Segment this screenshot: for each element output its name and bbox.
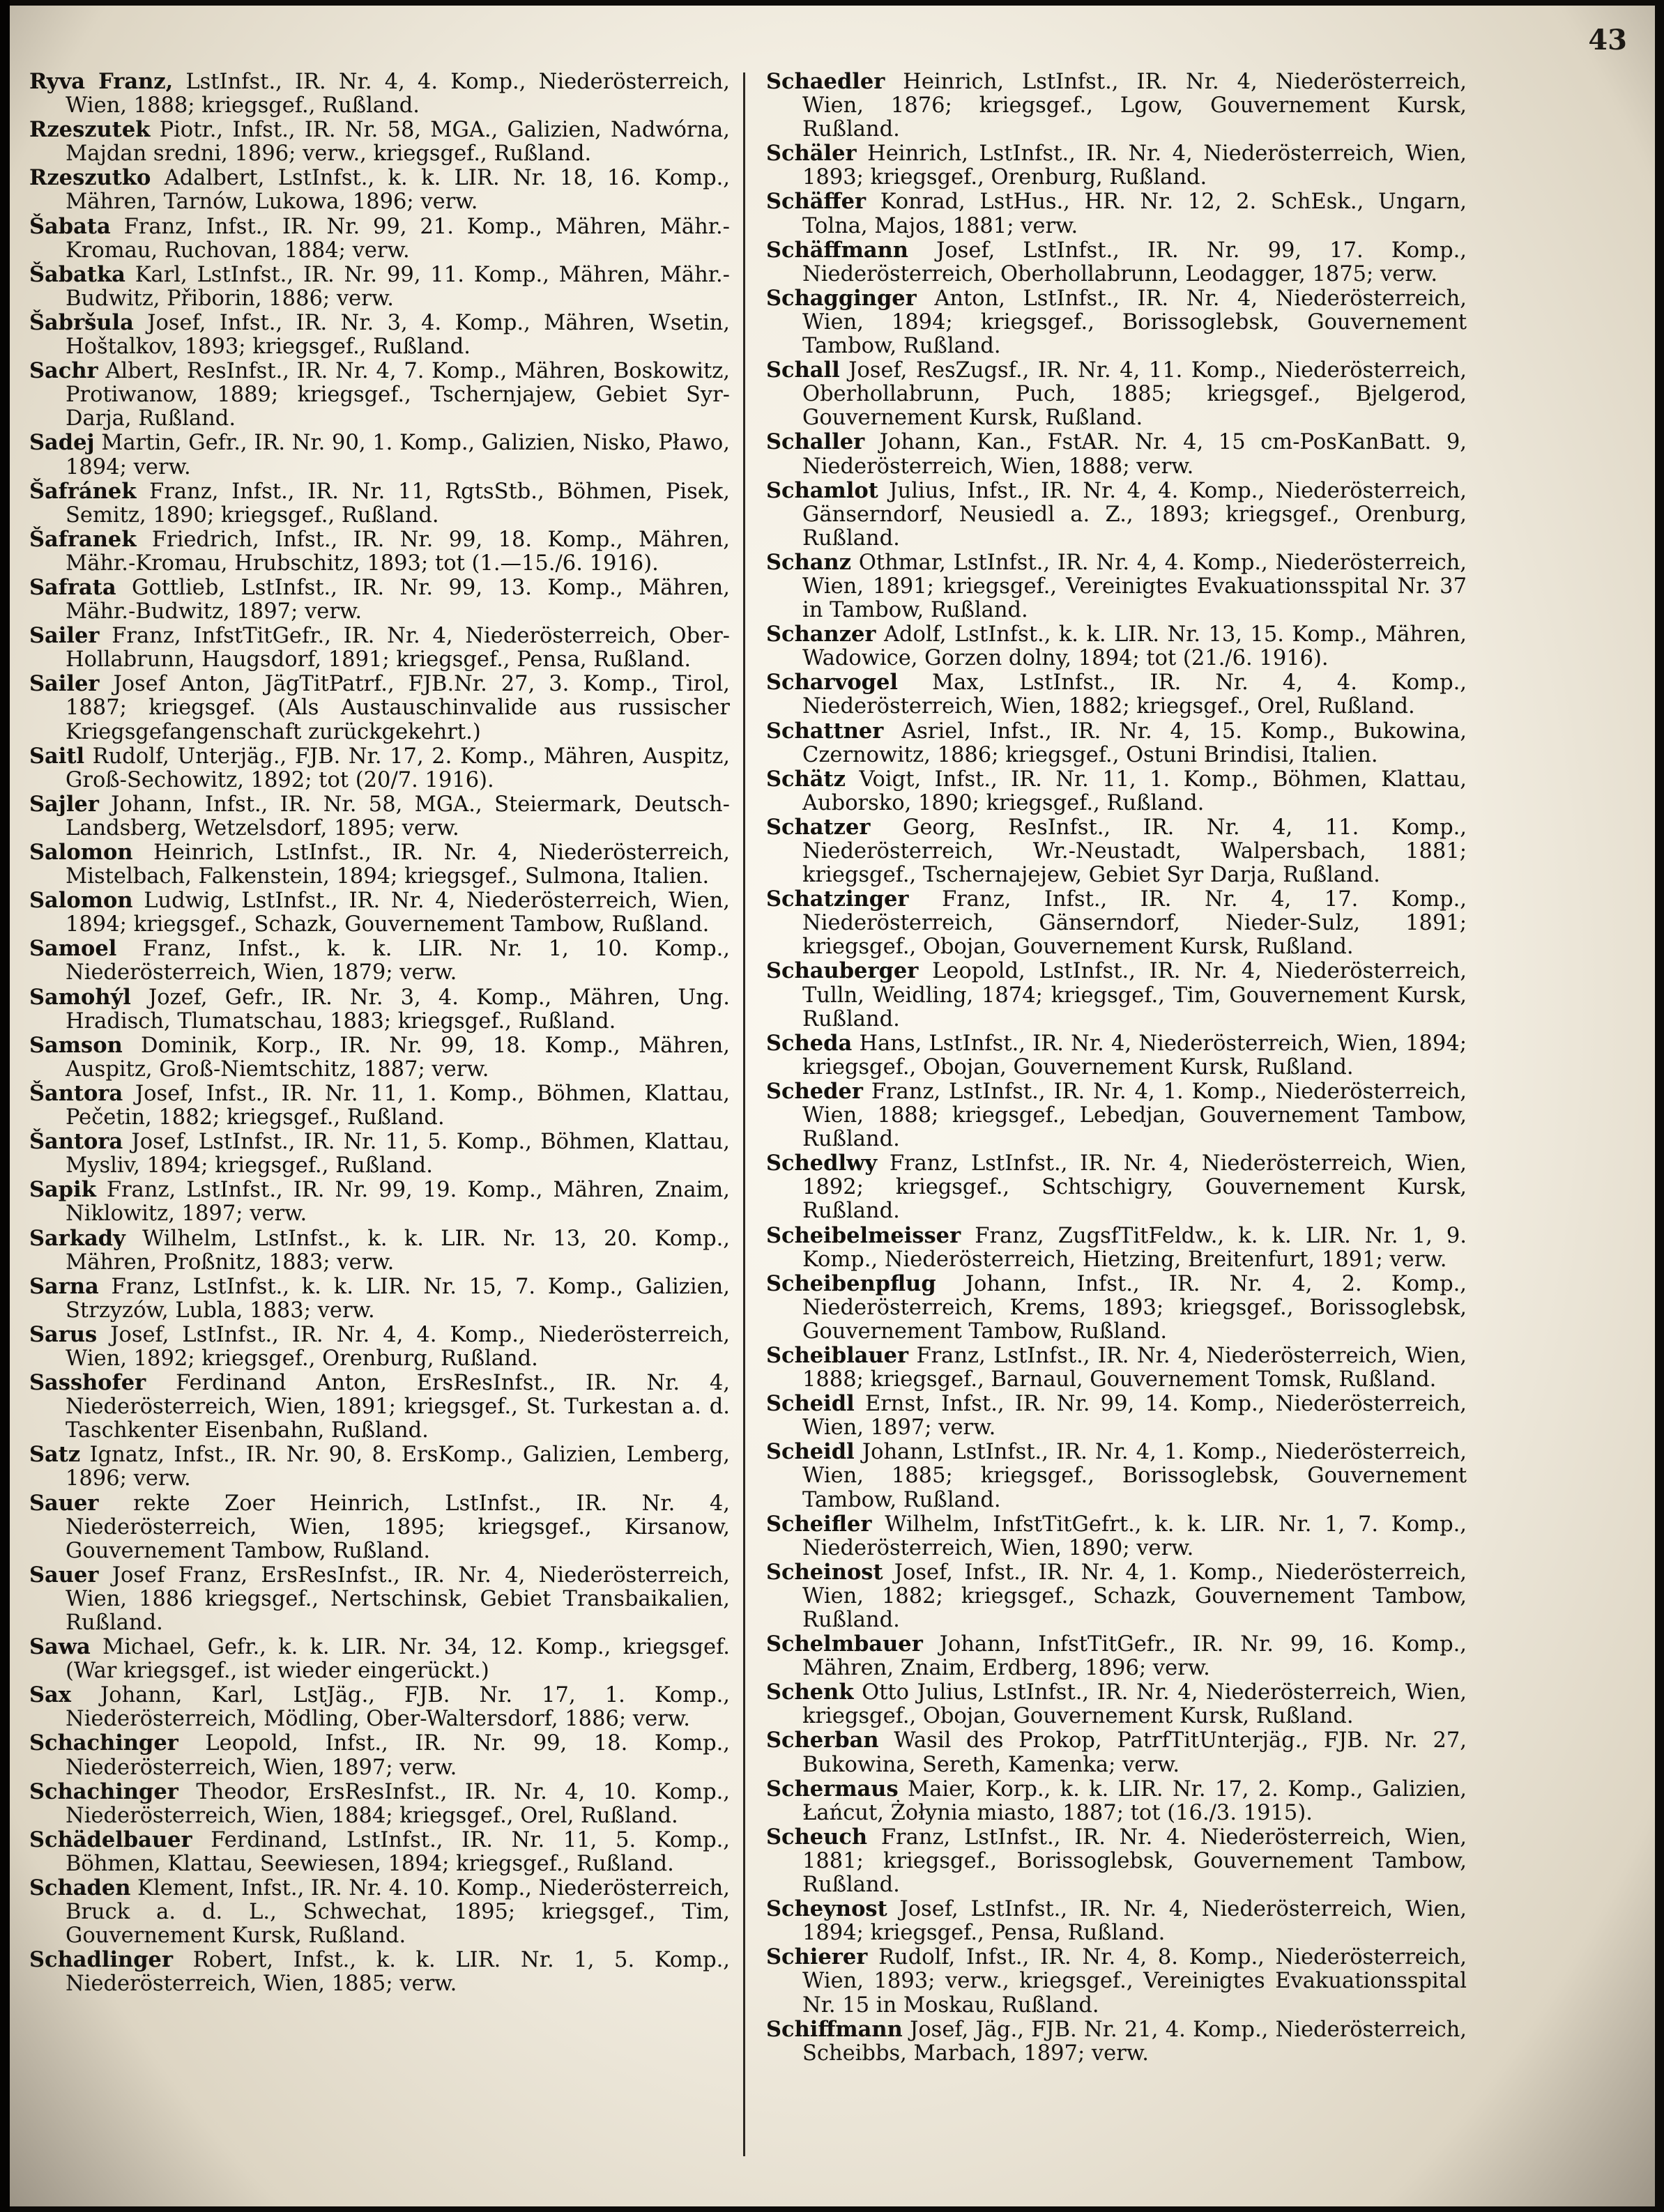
entry-details: Franz, LstInfst., IR. Nr. 4, 1. Komp., Niederösterreich, Wien, 1888; kriegsgef., Lebedjan, Gouvernement Tambow, Rußland. (802, 1079, 1467, 1152)
entry-surname: Scheynost (766, 1896, 887, 1922)
entry-details: Ferdinand, LstInfst., IR. Nr. 11, 5. Komp., Böhmen, Klattau, Seewiesen, 1894; kriegsgef., Rußland. (66, 1827, 730, 1876)
page-number: 43 (1588, 24, 1627, 56)
entry-surname: Schiffmann (766, 2016, 903, 2042)
entry-details: Heinrich, LstInfst., IR. Nr. 4, Niederösterreich, Wien, 1893; kriegsgef., Orenburg, Rußland. (802, 141, 1467, 190)
register-entry (29, 1371, 730, 1443)
entry-details: Hans, LstInfst., IR. Nr. 4, Niederösterreich, Wien, 1894; kriegsgef., Obojan, Gouvernement Kursk, Rußland. (802, 1031, 1467, 1080)
entry-details: Othmar, LstInfst., IR. Nr. 4, 4. Komp., Niederösterreich, Wien, 1891; kriegsgef., Vereinigtes Evakuationsspital Nr. 37 in Tambow, Rußland. (802, 550, 1467, 623)
entry-surname: Sachr (29, 358, 98, 384)
entry-details: Wasil des Prokop, PatrfTitUnterjäg., FJB. Nr. 27, Bukowina, Sereth, Kamenka; verw. (802, 1728, 1467, 1777)
entry-surname: Sauer (29, 1562, 99, 1588)
register-entry (766, 887, 1467, 959)
entry-surname: Rzeszutko (29, 165, 151, 191)
register-entry (29, 263, 730, 311)
right-column (766, 70, 1467, 2066)
register-entry (766, 1031, 1467, 1080)
register-entry (766, 1897, 1467, 1945)
register-entry (766, 959, 1467, 1031)
entry-details: Max, LstInfst., IR. Nr. 4, 4. Komp., Niederösterreich, Wien, 1882; kriegsgef., Orel, Rußland. (802, 670, 1467, 719)
entry-surname: Šantora (29, 1129, 123, 1155)
entry-surname: Šabršula (29, 309, 134, 335)
register-entry (29, 1780, 730, 1828)
entry-surname: Scheidl (766, 1439, 855, 1465)
entry-details: Josef Franz, ErsResInfst., IR. Nr. 4, Niederösterreich, Wien, 1886 kriegsgef., Nertschinsk, Gebiet Transbaikalien, Rußland. (66, 1562, 731, 1635)
register-entry (766, 670, 1467, 719)
entry-details: Ferdinand Anton, ErsResInfst., IR. Nr. 4, Niederösterreich, Wien, 1891; kriegsgef., St. Turkestan a. d. Taschkenter Eisenbahn, Rußland. (66, 1371, 730, 1443)
register-entry (766, 1728, 1467, 1776)
register-entry (29, 1828, 730, 1876)
entry-details: Josef, Jäg., FJB. Nr. 21, 4. Komp., Niederösterreich, Scheibbs, Marbach, 1897; verw. (802, 2017, 1467, 2066)
entry-surname: Schermaus (766, 1776, 899, 1802)
entry-surname: Schanz (766, 549, 852, 575)
entry-details: Franz, LstInfst., k. k. LIR. Nr. 15, 7. Komp., Galizien, Strzyzów, Lubla, 1883; verw. (66, 1274, 730, 1323)
entry-surname: Scheder (766, 1078, 863, 1104)
register-entry (29, 1227, 730, 1275)
register-entry (29, 118, 730, 166)
entry-details: Franz, Infst., IR. Nr. 11, RgtsStb., Böhmen, Pisek, Semitz, 1890; kriegsgef., Rußland. (66, 479, 730, 528)
entry-details: Franz, LstInfst., IR. Nr. 4. Niederösterreich, Wien, 1881; kriegsgef., Borissoglebsk, Gouvernement Tambow, Rußland. (802, 1825, 1467, 1898)
entry-surname: Schierer (766, 1944, 868, 1970)
register-entry (766, 815, 1467, 887)
register-entry (766, 1560, 1467, 1632)
entry-surname: Scheibenpflug (766, 1270, 936, 1296)
entry-surname: Sadej (29, 430, 95, 456)
entry-surname: Schanzer (766, 622, 876, 647)
entry-surname: Saitl (29, 743, 85, 769)
entry-surname: Schelmbauer (766, 1631, 923, 1657)
register-entry (29, 1082, 730, 1130)
entry-surname: Sax (29, 1682, 71, 1708)
entry-surname: Ryva Franz, (29, 69, 174, 94)
register-entry (766, 1777, 1467, 1825)
entry-details: Johann, LstInfst., IR. Nr. 4, 1. Komp., Niederösterreich, Wien, 1885; kriegsgef., Borissoglebsk, Gouvernement Tambow, Rußland. (802, 1440, 1467, 1512)
entry-surname: Rzeszutek (29, 117, 151, 143)
register-entry (29, 1178, 730, 1226)
entry-surname: Sarna (29, 1273, 99, 1299)
entry-details: Ernst, Infst., IR. Nr. 99, 14. Komp., Niederösterreich, Wien, 1897; verw. (802, 1392, 1467, 1441)
entry-surname: Schadlinger (29, 1947, 174, 1973)
scan-binding-edge (0, 0, 10, 2212)
entry-details: Franz, InfstTitGefr., IR. Nr. 4, Niederösterreich, Ober-Hollabrunn, Haugsdorf, 1891; kriegsgef., Pensa, Rußland. (66, 624, 730, 673)
entry-surname: Samson (29, 1032, 123, 1058)
register-entry (766, 70, 1467, 141)
register-entry (29, 166, 730, 214)
entry-surname: Schatzinger (766, 886, 909, 912)
entry-details: Robert, Infst., k. k. LIR. Nr. 1, 5. Komp., Niederösterreich, Wien, 1885; verw. (66, 1948, 730, 1997)
left-column (29, 70, 730, 1997)
register-entry (29, 528, 730, 576)
entry-details: Josef, LstInfst., IR. Nr. 11, 5. Komp., Böhmen, Klattau, Mysliv, 1894; kriegsgef., Rußland. (66, 1130, 730, 1178)
entry-surname: Schaller (766, 429, 865, 455)
register-entry (766, 1825, 1467, 1897)
entry-details: Wilhelm, LstInfst., k. k. LIR. Nr. 13, 20. Komp., Mähren, Proßnitz, 1883; verw. (66, 1226, 730, 1275)
register-entry (766, 479, 1467, 551)
entry-details: Piotr., Infst., IR. Nr. 58, MGA., Galizien, Nadwórna, Majdan sredni, 1896; verw., kriegsgef., Rußland. (66, 118, 730, 167)
register-entry (766, 1392, 1467, 1440)
entry-details: Gottlieb, LstInfst., IR. Nr. 99, 13. Komp., Mähren, Mähr.-Budwitz, 1897; verw. (66, 575, 730, 624)
entry-details: Ignatz, Infst., IR. Nr. 90, 8. ErsKomp., Galizien, Lemberg, 1896; verw. (66, 1443, 730, 1491)
entry-surname: Schagginger (766, 285, 917, 311)
register-entry (766, 1344, 1467, 1392)
entry-details: Leopold, LstInfst., IR. Nr. 4, Niederösterreich, Tulln, Weidling, 1874; kriegsgef., Tim, Gouvernement Kursk, Rußland. (802, 959, 1467, 1031)
register-entry (29, 1731, 730, 1779)
register-entry (766, 238, 1467, 286)
entry-details: Voigt, Infst., IR. Nr. 11, 1. Komp., Böhmen, Klattau, Auborsko, 1890; kriegsgef., Rußland. (802, 767, 1467, 815)
entry-surname: Šabatka (29, 261, 125, 287)
entry-details: Josef Anton, JägTitPatrf., FJB.Nr. 27, 3. Komp., Tirol, 1887; kriegsgef. (Als Austauschinvalide aus russischer Kriegsgefangenschaft zurückgekehrt.) (66, 672, 730, 744)
register-entry (766, 190, 1467, 238)
entry-details: Josef, LstInfst., IR. Nr. 4, Niederösterreich, Wien, 1894; kriegsgef., Pensa, Rußland. (802, 1897, 1467, 1946)
entry-surname: Sarus (29, 1321, 98, 1347)
entry-details: Rudolf, Infst., IR. Nr. 4, 8. Komp., Niederösterreich, Wien, 1893; verw., kriegsgef., Vereinigtes Evakuationsspital Nr. 15 in Moskau, Rußland. (802, 1945, 1467, 2018)
entry-surname: Schachinger (29, 1730, 178, 1756)
entry-surname: Schall (766, 358, 840, 383)
entry-surname: Schatzer (766, 814, 871, 840)
entry-surname: Schauberger (766, 958, 919, 984)
register-entry (766, 141, 1467, 190)
column-divider (743, 72, 745, 2156)
entry-surname: Schäffer (766, 189, 867, 215)
entry-details: Maier, Korp., k. k. LIR. Nr. 17, 2. Komp., Galizien, Łańcut, Żołynia miasto, 1887; tot (16./3. 1915). (802, 1776, 1467, 1825)
register-entry (29, 1683, 730, 1731)
entry-details: Adalbert, LstInfst., k. k. LIR. Nr. 18, 16. Komp., Mähren, Tarnów, Lukowa, 1896; verw. (66, 166, 730, 215)
entry-details: Johann, Infst., IR. Nr. 58, MGA., Steiermark, Deutsch-Landsberg, Wetzelsdorf, 1895; verw. (66, 792, 730, 840)
entry-surname: Sawa (29, 1634, 91, 1660)
entry-details: Heinrich, LstInfst., IR. Nr. 4, Niederösterreich, Wien, 1876; kriegsgef., Lgow, Gouvernement Kursk, Rußland. (802, 70, 1467, 142)
register-entry (29, 359, 730, 431)
register-entry (766, 1272, 1467, 1344)
entry-surname: Salomon (29, 888, 133, 914)
entry-details: Johann, Karl, LstJäg., FJB. Nr. 17, 1. Komp., Niederösterreich, Mödling, Ober-Waltersdorf, 1886; verw. (66, 1683, 730, 1732)
entry-surname: Schäler (766, 141, 857, 167)
register-entry (29, 672, 730, 744)
register-entry (29, 1443, 730, 1491)
register-entry (29, 1034, 730, 1082)
entry-details: Theodor, ErsResInfst., IR. Nr. 4, 10. Komp., Niederösterreich, Wien, 1884; kriegsgef., Orel, Rußland. (66, 1779, 730, 1828)
entry-details: Franz, Infst., IR. Nr. 4, 17. Komp., Niederösterreich, Gänserndorf, Nieder-Sulz, 1891; kriegsgef., Obojan, Gouvernement Kursk, Rußland. (802, 887, 1467, 960)
entry-details: Martin, Gefr., IR. Nr. 90, 1. Komp., Galizien, Nisko, Pławo, 1894; verw. (66, 431, 730, 479)
entry-details: Anton, LstInfst., IR. Nr. 4, Niederösterreich, Wien, 1894; kriegsgef., Borissoglebsk, Gouvernement Tambow, Rußland. (802, 286, 1467, 359)
entry-surname: Sarkady (29, 1225, 125, 1251)
entry-surname: Scharvogel (766, 670, 898, 696)
register-entry (29, 70, 730, 118)
entry-details: Michael, Gefr., k. k. LIR. Nr. 34, 12. Komp., kriegsgef. (War kriegsgef., ist wieder eingerückt.) (66, 1635, 730, 1684)
register-entry (766, 1151, 1467, 1223)
entry-surname: Scheinost (766, 1559, 883, 1585)
register-entry (29, 1876, 730, 1948)
entry-surname: Šabata (29, 213, 111, 239)
entry-details: LstInfst., IR. Nr. 4, 4. Komp., Niederösterreich, Wien, 1888; kriegsgef., Rußland. (66, 70, 730, 118)
register-entry (29, 1275, 730, 1323)
register-entry (29, 937, 730, 985)
entry-surname: Schachinger (29, 1779, 178, 1804)
entry-surname: Sasshofer (29, 1370, 146, 1396)
register-entry (766, 622, 1467, 670)
entry-surname: Šantora (29, 1080, 123, 1106)
entry-details: Friedrich, Infst., IR. Nr. 99, 18. Komp., Mähren, Mähr.-Kromau, Hrubschitz, 1893; tot (1.—15./6. 1916). (66, 527, 730, 576)
entry-details: Josef, LstInfst., IR. Nr. 99, 17. Komp., Niederösterreich, Oberhollabrunn, Leodagger, 1875; verw. (802, 238, 1467, 286)
register-entry (766, 1680, 1467, 1728)
entry-surname: Scheidl (766, 1391, 855, 1417)
entry-details: Otto Julius, LstInfst., IR. Nr. 4, Niederösterreich, Wien, kriegsgef., Obojan, Gouvernement Kursk, Rußland. (802, 1680, 1467, 1729)
entry-surname: Sailer (29, 671, 100, 697)
entry-details: Josef, LstInfst., IR. Nr. 4, 4. Komp., Niederösterreich, Wien, 1892; kriegsgef., Orenburg, Rußland. (66, 1322, 730, 1371)
entry-surname: Schenk (766, 1680, 854, 1705)
entry-surname: Schattner (766, 718, 884, 744)
entry-surname: Sajler (29, 791, 99, 817)
entry-surname: Šafránek (29, 478, 137, 504)
entry-details: Dominik, Korp., IR. Nr. 99, 18. Komp., Mähren, Auspitz, Groß-Niemtschitz, 1887; verw. (66, 1033, 730, 1082)
entry-details: Konrad, LstHus., HR. Nr. 12, 2. SchEsk., Ungarn, Tolna, Majos, 1881; verw. (802, 190, 1467, 238)
entry-details: Rudolf, Unterjäg., FJB. Nr. 17, 2. Komp., Mähren, Auspitz, Groß-Sechowitz, 1892; tot (20/7. 1916). (66, 744, 730, 792)
entry-surname: Schätz (766, 766, 846, 792)
register-entry (29, 840, 730, 889)
entry-surname: Scherban (766, 1728, 879, 1753)
entry-details: Julius, Infst., IR. Nr. 4, 4. Komp., Niederösterreich, Gänserndorf, Neusiedl a. Z., 1893; kriegsgef., Orenburg, Rußland. (802, 478, 1467, 551)
register-entry (29, 744, 730, 792)
entry-details: Heinrich, LstInfst., IR. Nr. 4, Niederösterreich, Mistelbach, Falkenstein, 1894; kriegsgef., Sulmona, Italien. (66, 840, 730, 889)
entry-surname: Schäffmann (766, 237, 908, 263)
entry-details: Johann, Infst., IR. Nr. 4, 2. Komp., Niederösterreich, Krems, 1893; kriegsgef., Borissoglebsk, Gouvernement Tambow, Rußland. (802, 1271, 1467, 1344)
register-entry (766, 1440, 1467, 1512)
entry-surname: Samohýl (29, 984, 131, 1010)
entry-surname: Sapik (29, 1177, 96, 1203)
entry-surname: Sauer (29, 1490, 99, 1516)
entry-surname: Samoel (29, 936, 117, 962)
entry-surname: Scheda (766, 1030, 853, 1056)
entry-details: Ludwig, LstInfst., IR. Nr. 4, Niederösterreich, Wien, 1894; kriegsgef., Schazk, Gouvernement Tambow, Rußland. (66, 889, 730, 937)
register-entry (766, 551, 1467, 622)
entry-details: Josef, Infst., IR. Nr. 4, 1. Komp., Niederösterreich, Wien, 1882; kriegsgef., Schazk, Gouvernement Tambow, Rußland. (802, 1560, 1467, 1632)
entry-details: Karl, LstInfst., IR. Nr. 99, 11. Komp., Mähren, Mähr.-Budwitz, Přiborin, 1886; verw. (66, 262, 730, 311)
entry-details: Josef, Infst., IR. Nr. 3, 4. Komp., Mähren, Wsetin, Hoštalkov, 1893; kriegsgef., Rußland. (66, 310, 731, 360)
entry-details: Leopold, Infst., IR. Nr. 99, 18. Komp., Niederösterreich, Wien, 1897; verw. (66, 1731, 730, 1780)
register-entry (766, 430, 1467, 478)
entry-details: Franz, LstInfst., IR. Nr. 4, Niederösterreich, Wien, 1888; kriegsgef., Barnaul, Gouvernement Tomsk, Rußland. (802, 1343, 1467, 1392)
book-page (10, 6, 1655, 2206)
entry-details: Franz, LstInfst., IR. Nr. 4, Niederösterreich, Wien, 1892; kriegsgef., Schtschigry, Gouvernement Kursk, Rußland. (802, 1151, 1467, 1224)
register-entry (29, 1491, 730, 1563)
entry-surname: Safrata (29, 574, 116, 600)
register-entry (29, 479, 730, 528)
register-entry (766, 1224, 1467, 1272)
entry-surname: Scheuch (766, 1824, 868, 1850)
entry-details: Jozef, Gefr., IR. Nr. 3, 4. Komp., Mähren, Ung. Hradisch, Tlumatschau, 1883; kriegsgef., Rußland. (66, 985, 730, 1034)
entry-details: Johann, InfstTitGefr., IR. Nr. 99, 16. Komp., Mähren, Znaim, Erdberg, 1896; verw. (802, 1632, 1467, 1681)
entry-details: Franz, ZugsfTitFeldw., k. k. LIR. Nr. 1, 9. Komp., Niederösterreich, Hietzing, Breitenfurt, 1891; verw. (802, 1223, 1467, 1272)
register-entry (766, 358, 1467, 430)
register-entry (29, 624, 730, 672)
entry-details: Franz, LstInfst., IR. Nr. 99, 19. Komp., Mähren, Znaim, Niklowitz, 1897; verw. (66, 1178, 730, 1227)
entry-details: Johann, Kan., FstAR. Nr. 4, 15 cm-PosKanBatt. 9, Niederösterreich, Wien, 1888; verw. (802, 430, 1467, 479)
register-entry (766, 1632, 1467, 1680)
entry-surname: Schaedler (766, 69, 885, 94)
entry-surname: Schädelbauer (29, 1827, 192, 1852)
register-entry (766, 719, 1467, 767)
entry-details: Adolf, LstInfst., k. k. LIR. Nr. 13, 15. Komp., Mähren, Wadowice, Gorzen dolny, 1894; tot (21./6. 1916). (802, 622, 1467, 671)
register-entry (29, 1635, 730, 1683)
entry-surname: Salomon (29, 840, 133, 865)
register-entry (29, 889, 730, 937)
entry-surname: Šafranek (29, 526, 137, 552)
register-entry (766, 1945, 1467, 2017)
register-entry (29, 1563, 730, 1635)
entry-details: Franz, Infst., IR. Nr. 99, 21. Komp., Mähren, Mähr.-Kromau, Ruchovan, 1884; verw. (66, 214, 730, 263)
register-entry (29, 215, 730, 263)
entry-details: Klement, Infst., IR. Nr. 4. 10. Komp., Niederösterreich, Bruck a. d. L., Schwechat, 1895; kriegsgef., Tim, Gouvernement Kursk, Rußland. (66, 1876, 730, 1949)
register-entry (766, 767, 1467, 815)
entry-details: Josef, Infst., IR. Nr. 11, 1. Komp., Böhmen, Klattau, Pečetin, 1882; kriegsgef., Rußland. (66, 1081, 730, 1130)
register-entry (766, 286, 1467, 358)
entry-surname: Sailer (29, 623, 100, 649)
register-entry (29, 431, 730, 479)
entry-surname: Scheiblauer (766, 1342, 909, 1368)
register-entry (29, 576, 730, 624)
entry-surname: Schedlwy (766, 1151, 878, 1176)
entry-details: Georg, ResInfst., IR. Nr. 4, 11. Komp., Niederösterreich, Wr.-Neustadt, Walpersbach, 1881; kriegsgef., Tschernajejew, Gebiet Syr Darja, Rußland. (802, 815, 1467, 888)
entry-details: Asriel, Infst., IR. Nr. 4, 15. Komp., Bukowina, Czernowitz, 1886; kriegsgef., Ostuni Brindisi, Italien. (802, 719, 1467, 767)
entry-surname: Scheifler (766, 1511, 872, 1537)
entry-surname: Satz (29, 1442, 81, 1468)
register-entry (766, 1512, 1467, 1560)
register-entry (29, 1323, 730, 1371)
entry-details: rekte Zoer Heinrich, LstInfst., IR. Nr. 4, Niederösterreich, Wien, 1895; kriegsgef., Kirsanow, Gouvernement Tambow, Rußland. (66, 1491, 731, 1563)
entry-surname: Scheibelmeisser (766, 1222, 961, 1248)
register-entry (766, 1080, 1467, 1151)
entry-surname: Schamlot (766, 477, 878, 503)
register-entry (766, 2018, 1467, 2066)
register-entry (29, 985, 730, 1034)
register-entry (29, 792, 730, 840)
entry-details: Wilhelm, InfstTitGefrt., k. k. LIR. Nr. 1, 7. Komp., Niederösterreich, Wien, 1890; verw. (802, 1512, 1467, 1560)
entry-details: Albert, ResInfst., IR. Nr. 4, 7. Komp., Mähren, Boskowitz, Protiwanow, 1889; kriegsgef., Tschernjajew, Gebiet Syr-Darja, Rußland. (66, 359, 730, 431)
entry-details: Franz, Infst., k. k. LIR. Nr. 1, 10. Komp., Niederösterreich, Wien, 1879; verw. (66, 937, 730, 985)
entry-surname: Schaden (29, 1875, 131, 1901)
register-entry (29, 1130, 730, 1178)
register-entry (29, 1948, 730, 1996)
register-entry (29, 311, 730, 359)
entry-details: Josef, ResZugsf., IR. Nr. 4, 11. Komp., Niederösterreich, Oberhollabrunn, Puch, 1885; kriegsgef., Bjelgerod, Gouvernement Kursk, Rußland. (802, 358, 1467, 431)
